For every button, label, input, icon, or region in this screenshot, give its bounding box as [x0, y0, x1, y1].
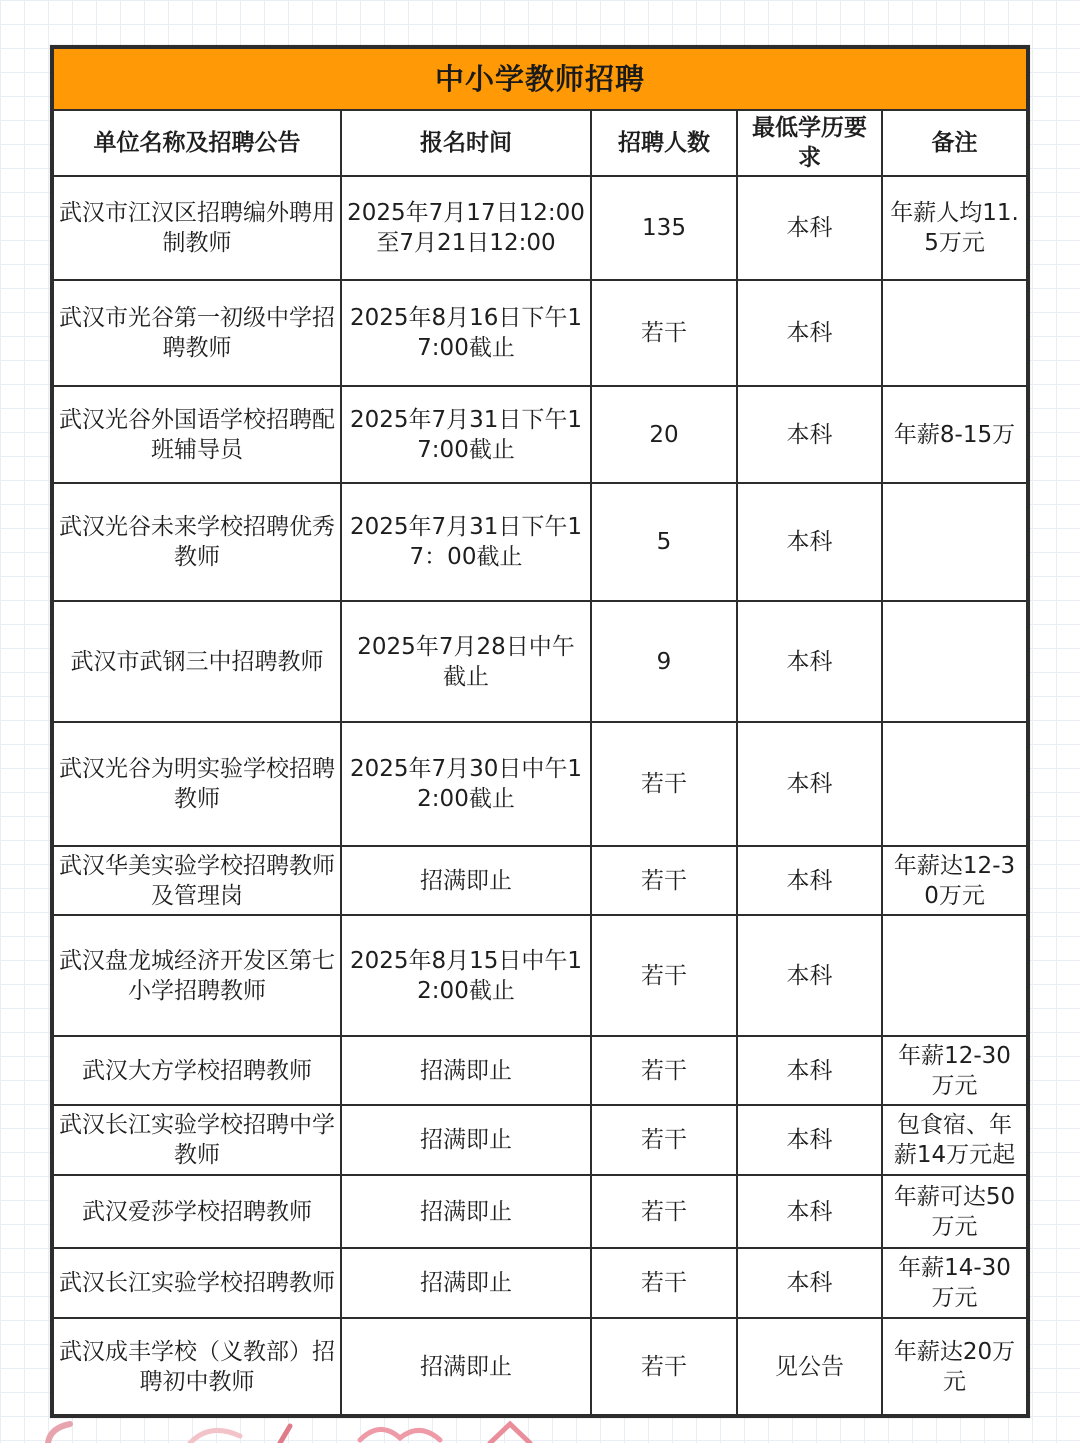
cell-unit: 武汉大方学校招聘教师	[52, 1036, 341, 1105]
cell-count: 若干	[591, 1318, 737, 1416]
cell-unit: 武汉长江实验学校招聘教师	[52, 1248, 341, 1318]
table-row	[52, 1318, 1028, 1416]
cell-education: 本科	[737, 280, 882, 386]
cell-time: 招满即止	[341, 1105, 591, 1175]
cell-time: 招满即止	[341, 1036, 591, 1105]
cell-count: 若干	[591, 1036, 737, 1105]
cell-count: 135	[591, 176, 737, 280]
cell-time: 招满即止	[341, 1175, 591, 1248]
recruitment-table	[50, 45, 1030, 1418]
cell-unit: 武汉光谷未来学校招聘优秀教师	[52, 483, 341, 601]
table-row	[52, 280, 1028, 386]
cell-time: 2025年7月30日中午12:00截止	[341, 722, 591, 846]
cell-time: 2025年8月15日中午12:00截止	[341, 915, 591, 1036]
cell-note: 年薪12-30万元	[882, 1036, 1028, 1105]
cell-note: 包食宿、年薪14万元起	[882, 1105, 1028, 1175]
cell-unit: 武汉爱莎学校招聘教师	[52, 1175, 341, 1248]
cell-count: 若干	[591, 846, 737, 915]
table-row	[52, 1248, 1028, 1318]
cell-time: 2025年7月31日下午17：00截止	[341, 483, 591, 601]
table-row	[52, 176, 1028, 280]
cell-count: 若干	[591, 1105, 737, 1175]
cell-note: 年薪8-15万	[882, 386, 1028, 483]
cell-time: 2025年8月16日下午17:00截止	[341, 280, 591, 386]
cell-unit: 武汉光谷为明实验学校招聘教师	[52, 722, 341, 846]
cell-time: 招满即止	[341, 1248, 591, 1318]
cell-education: 本科	[737, 386, 882, 483]
cell-note: 年薪达20万元	[882, 1318, 1028, 1416]
table-row	[52, 386, 1028, 483]
header-count: 招聘人数	[591, 110, 737, 176]
cell-unit: 武汉成丰学校（义教部）招聘初中教师	[52, 1318, 341, 1416]
table-row	[52, 846, 1028, 915]
cell-education: 本科	[737, 915, 882, 1036]
cell-education: 本科	[737, 1105, 882, 1175]
cell-note	[882, 483, 1028, 601]
cell-time: 2025年7月17日12:00至7月21日12:00	[341, 176, 591, 280]
cell-count: 5	[591, 483, 737, 601]
cell-education: 本科	[737, 601, 882, 722]
cell-count: 若干	[591, 1175, 737, 1248]
cell-count: 若干	[591, 280, 737, 386]
table-row	[52, 601, 1028, 722]
table-row	[52, 1175, 1028, 1248]
table-row	[52, 1036, 1028, 1105]
cell-education: 见公告	[737, 1318, 882, 1416]
header-time: 报名时间	[341, 110, 591, 176]
header-note: 备注	[882, 110, 1028, 176]
cell-note	[882, 915, 1028, 1036]
cell-education: 本科	[737, 1248, 882, 1318]
cell-education: 本科	[737, 1175, 882, 1248]
cell-unit: 武汉长江实验学校招聘中学教师	[52, 1105, 341, 1175]
cell-education: 本科	[737, 483, 882, 601]
cell-count: 若干	[591, 722, 737, 846]
cell-unit: 武汉光谷外国语学校招聘配班辅导员	[52, 386, 341, 483]
cell-education: 本科	[737, 176, 882, 280]
table-title: 中小学教师招聘	[52, 47, 1028, 110]
header-unit: 单位名称及招聘公告	[52, 110, 341, 176]
cell-note	[882, 280, 1028, 386]
cell-unit: 武汉市武钢三中招聘教师	[52, 601, 341, 722]
table-row	[52, 483, 1028, 601]
cell-unit: 武汉市江汉区招聘编外聘用制教师	[52, 176, 341, 280]
cell-note: 年薪可达50万元	[882, 1175, 1028, 1248]
cell-time: 2025年7月31日下午17:00截止	[341, 386, 591, 483]
cell-unit: 武汉市光谷第一初级中学招聘教师	[52, 280, 341, 386]
decorative-sketch	[40, 1418, 560, 1443]
cell-count: 9	[591, 601, 737, 722]
header-education: 最低学历要求	[737, 110, 882, 176]
cell-unit: 武汉华美实验学校招聘教师及管理岗	[52, 846, 341, 915]
cell-note: 年薪14-30万元	[882, 1248, 1028, 1318]
cell-note	[882, 601, 1028, 722]
cell-note: 年薪人均11.5万元	[882, 176, 1028, 280]
cell-note	[882, 722, 1028, 846]
cell-time: 2025年7月28日中午截止	[341, 601, 591, 722]
cell-unit: 武汉盘龙城经济开发区第七小学招聘教师	[52, 915, 341, 1036]
cell-education: 本科	[737, 1036, 882, 1105]
table-row	[52, 1105, 1028, 1175]
cell-education: 本科	[737, 846, 882, 915]
cell-count: 若干	[591, 1248, 737, 1318]
cell-education: 本科	[737, 722, 882, 846]
table-row	[52, 915, 1028, 1036]
cell-count: 若干	[591, 915, 737, 1036]
cell-count: 20	[591, 386, 737, 483]
cell-note: 年薪达12-30万元	[882, 846, 1028, 915]
recruitment-sheet	[50, 45, 1030, 1418]
cell-time: 招满即止	[341, 846, 591, 915]
header-row	[52, 110, 1028, 176]
table-row	[52, 722, 1028, 846]
cell-time: 招满即止	[341, 1318, 591, 1416]
